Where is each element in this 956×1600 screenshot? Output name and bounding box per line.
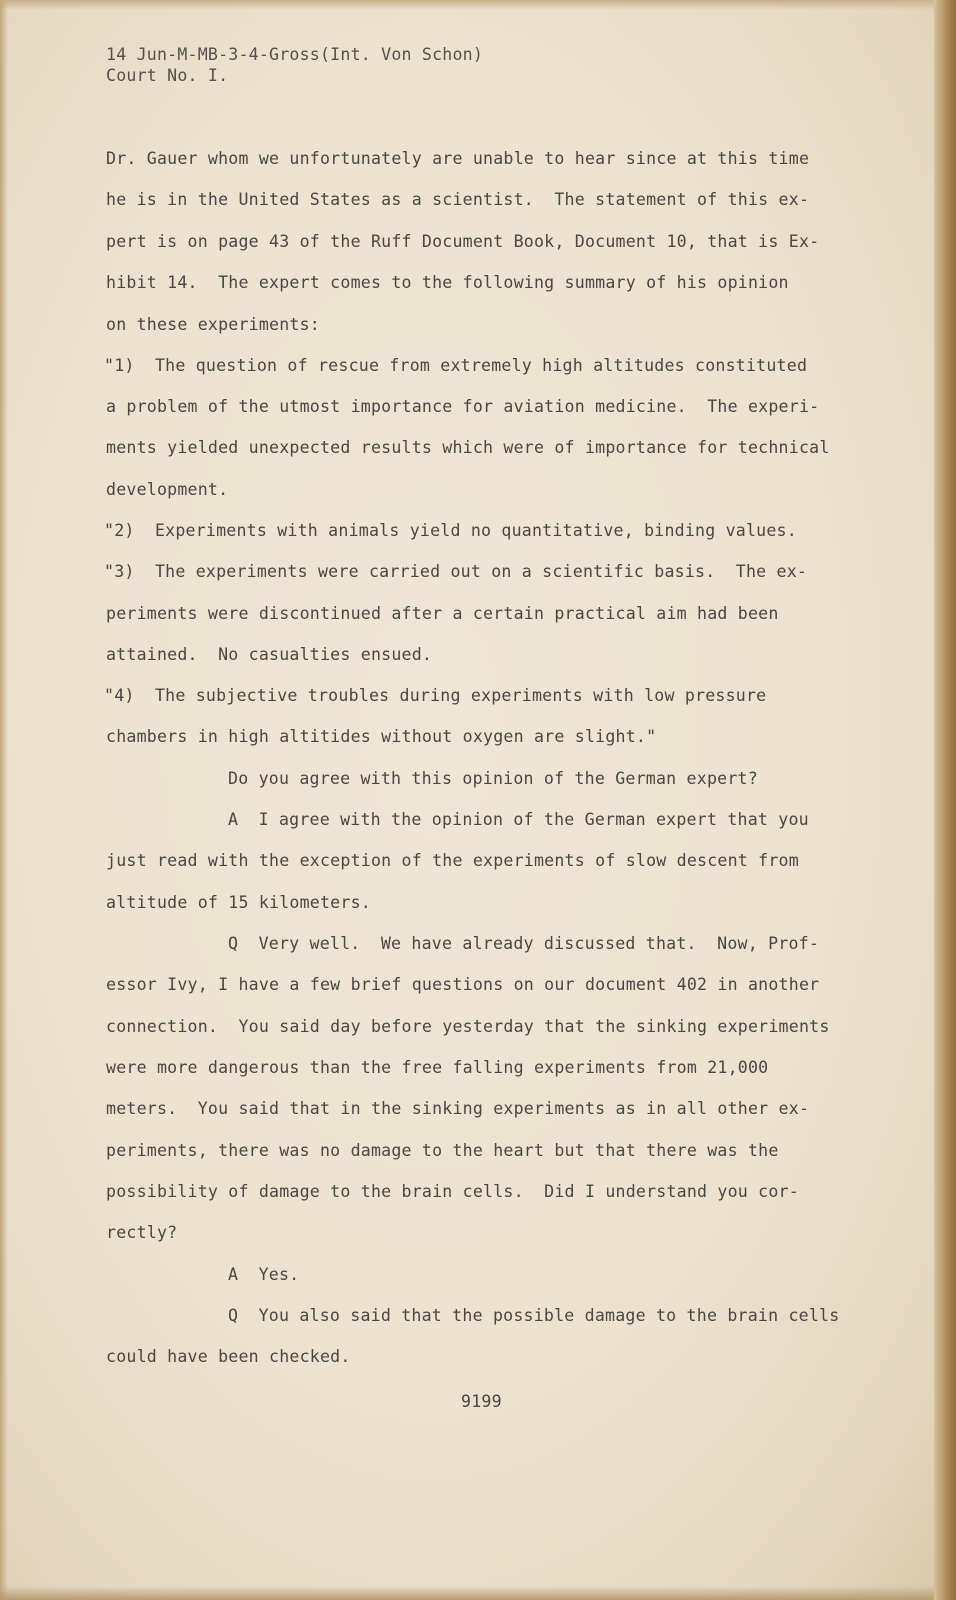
- body-line: development.: [106, 480, 229, 499]
- body-line: Q You also said that the possible damage to the brain cells: [228, 1306, 840, 1325]
- body-line: "4) The subjective troubles during experiments with low pressure: [104, 686, 767, 705]
- body-line: hibit 14. The expert comes to the following summary of his opinion: [106, 273, 789, 292]
- body-line: A I agree with the opinion of the German expert that you: [228, 810, 809, 829]
- body-line: pert is on page 43 of the Ruff Document Book, Document 10, that is Ex-: [106, 232, 820, 251]
- body-line: "3) The experiments were carried out on a scientific basis. The ex-: [104, 562, 808, 581]
- body-line: Do you agree with this opinion of the German expert?: [228, 769, 758, 788]
- paper-top-edge: [0, 0, 956, 10]
- body-line: chambers in high altitides without oxygen are slight.": [106, 727, 657, 746]
- paper-bottom-edge: [0, 1586, 956, 1600]
- body-line: altitude of 15 kilometers.: [106, 893, 371, 912]
- body-line: periments were discontinued after a certain practical aim had been: [106, 604, 779, 623]
- body-line: attained. No casualties ensued.: [106, 645, 433, 664]
- body-line: connection. You said day before yesterday that the sinking experiments: [106, 1017, 830, 1036]
- body-line: Q Very well. We have already discussed that. Now, Prof-: [228, 934, 820, 953]
- body-line: rectly?: [106, 1223, 178, 1242]
- body-line: meters. You said that in the sinking experiments as in all other ex-: [106, 1099, 810, 1118]
- body-line: were more dangerous than the free falling experiments from 21,000: [106, 1058, 769, 1077]
- body-line: "1) The question of rescue from extremely high altitudes constituted: [104, 356, 808, 375]
- body-line: "2) Experiments with animals yield no quantitative, binding values.: [104, 521, 797, 540]
- body-line: a problem of the utmost importance for aviation medicine. The experi-: [106, 397, 820, 416]
- paper-left-edge: [0, 0, 8, 1600]
- body-line: could have been checked.: [106, 1347, 351, 1366]
- body-line: he is in the United States as a scientist. The statement of this ex-: [106, 190, 810, 209]
- body-line: on these experiments:: [106, 315, 320, 334]
- body-line: A Yes.: [228, 1265, 300, 1284]
- body-line: just read with the exception of the experiments of slow descent from: [106, 851, 799, 870]
- header-line-1: 14 Jun-M-MB-3-4-Gross(Int. Von Schon): [106, 45, 484, 64]
- body-line: ments yielded unexpected results which were of importance for technical: [106, 438, 830, 457]
- page-number: 9199: [461, 1392, 502, 1411]
- paper-right-edge: [934, 0, 956, 1600]
- body-line: essor Ivy, I have a few brief questions on our document 402 in another: [106, 975, 820, 994]
- body-line: possibility of damage to the brain cells. Did I understand you cor-: [106, 1182, 799, 1201]
- body-line: Dr. Gauer whom we unfortunately are unable to hear since at this time: [106, 149, 810, 168]
- body-line: periments, there was no damage to the heart but that there was the: [106, 1141, 779, 1160]
- header-line-2: Court No. I.: [106, 66, 229, 85]
